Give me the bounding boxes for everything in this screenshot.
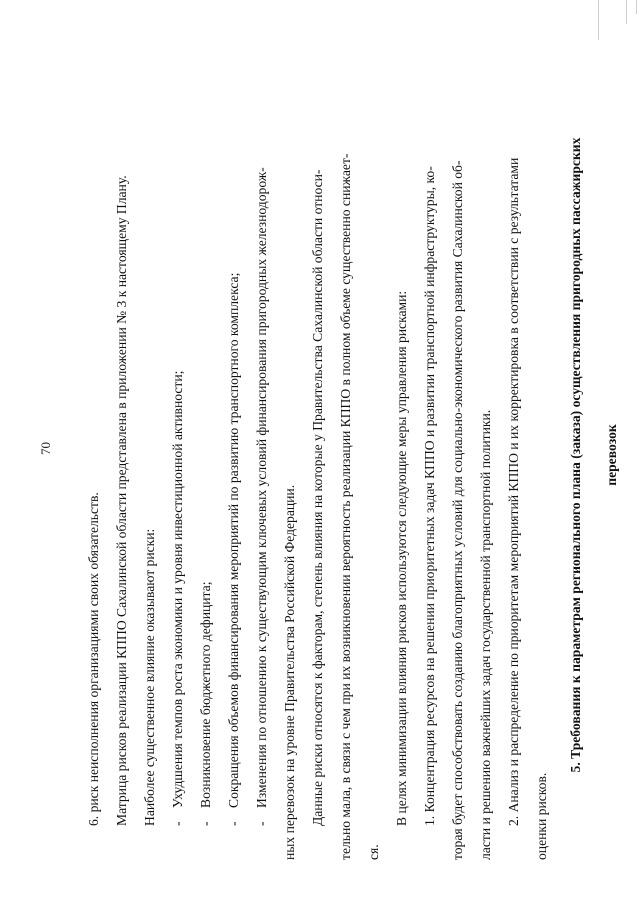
list-item [248,50,276,860]
text-line [416,50,444,860]
line-text: Наиболее существенное влияние оказывают риски: [142,528,157,826]
line-text: 6. риск неисполнения организациями своих обязательств. [86,492,101,826]
document-body [80,50,619,860]
line-text: Изменения по отношению к существующим ключевых условий финансирования пригородных железнодорож- [254,167,269,808]
line-text: 2. Анализ и распределение по приоритетам мероприятий КППО и их корректировка в соответствии с результатами [506,157,521,826]
section-heading-continuation: перевозок [604,424,619,486]
list-dash: - [254,821,269,826]
section-heading: 5. Требования к параметрам регионального плана (заказа) осуществления пригородных пассажирских [568,137,583,773]
line-text: тельно мала, в связи с чем при их возникновении вероятность реализации КППО в полном объеме существенно снижает- [338,153,353,860]
text-line [444,50,472,860]
scan-edge-mark [626,0,627,24]
line-text: Ухудшения темпов роста экономики и уровня инвестиционной активности; [170,370,185,808]
list-item [192,50,220,860]
scan-edge-mark [598,0,599,40]
list-dash: - [170,821,185,826]
text-line [136,50,164,860]
text-line [500,50,528,860]
text-line [332,50,360,860]
text-line [528,50,556,860]
line-text: ласти и решению важнейших задач государственной транспортной политики. [478,409,493,860]
line-text: Сокращения объемов финансирования мероприятий по развитию транспортного комплекса; [226,272,241,808]
line-text: торая будет способствовать созданию благоприятных условий для социально-экономического развития Сахалинской об- [450,160,465,860]
text-line [472,50,500,860]
line-text: Матрица рисков реализации КППО Сахалинской области представлена в приложении № 3 к настоящему Плану. [114,175,129,826]
line-text: В целях минимизации влияния рисков используются следующие меры управления рисками: [394,290,409,826]
line-text: Возникновение бюджетного дефицита; [198,581,213,808]
text-line [388,50,416,860]
scan-edge-mark [636,0,637,14]
text-line [304,50,332,860]
text-line [80,50,108,860]
page-number: 70 [38,442,53,455]
text-lines [80,50,556,860]
list-item [220,50,248,860]
line-text: ных перевозок на уровне Правительства Российской Федерации. [282,484,297,860]
text-line [108,50,136,860]
line-text: оценки рисков. [534,772,549,860]
list-item [164,50,192,860]
line-text: Данные риски относятся к факторам, степень влияния на которые у Правительства Сахалинской области относи- [310,169,325,826]
list-dash: - [226,821,241,826]
line-text: 1. Концентрация ресурсов на решении приоритетных задач КППО и развитии транспортной инфраструктуры, ко- [422,166,437,826]
text-line [360,50,388,860]
line-text: ся. [366,844,381,860]
list-dash: - [198,821,213,826]
text-line [276,50,304,860]
